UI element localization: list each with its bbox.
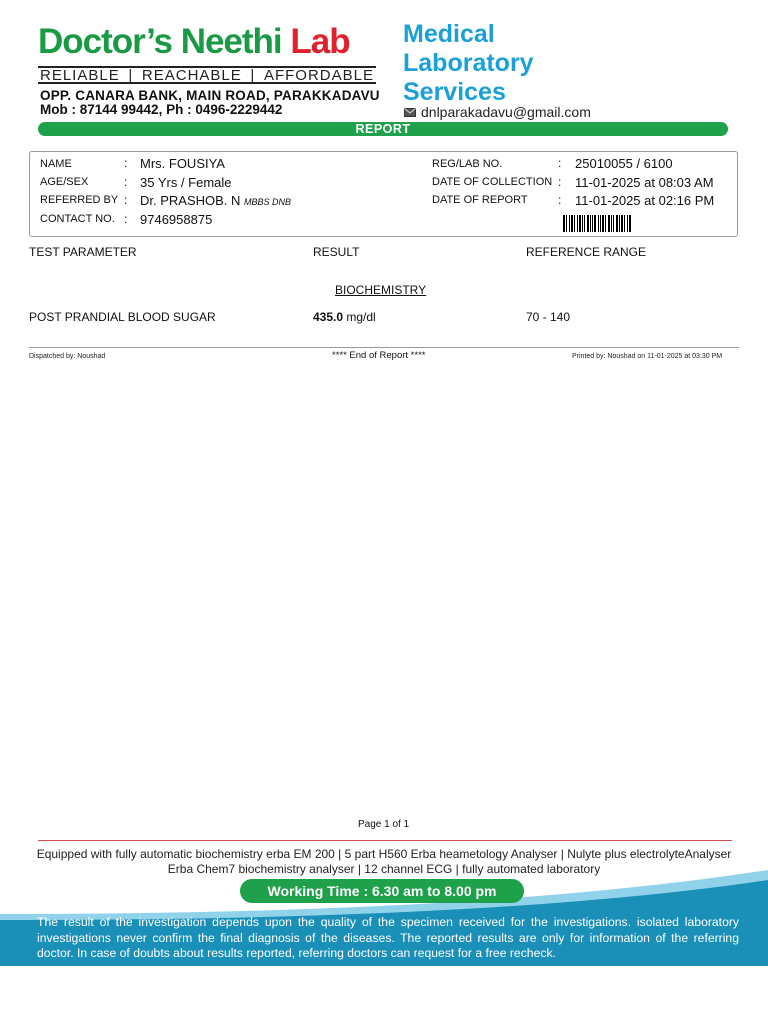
section-heading: BIOCHEMISTRY: [335, 283, 427, 297]
services-title: [403, 20, 534, 107]
tagline: [38, 66, 376, 84]
lab-contact: Mob : 87144 99442, Ph : 0496-2229442: [40, 102, 283, 117]
colon: :: [124, 193, 128, 207]
collection-value: 11-01-2025 at 08:03 AM: [575, 175, 714, 190]
tagline-reachable: REACHABLE: [141, 66, 242, 84]
lab-name-main: Doctor’s Neethi: [38, 22, 291, 61]
contact-value: 9746958875: [140, 212, 213, 227]
tagline-sep: |: [128, 66, 134, 84]
email-address[interactable]: dnlparakadavu@gmail.com: [421, 104, 591, 120]
colon: :: [124, 175, 128, 189]
tagline-sep: |: [250, 66, 256, 84]
test-result: [313, 310, 376, 324]
disclaimer-text: The result of the investigation depends upon the quality of the specimen received for the investigations. isolated laboratory investigations never confirm the final diagnosis of the diseases. The reported results are only for information of the referring doctor. In case of doubts about results reported, referring doctors can request for a free recheck.: [37, 915, 739, 960]
result-value: 435.0: [313, 310, 344, 324]
services-line: Medical: [403, 20, 495, 48]
barcode: [563, 215, 631, 232]
email-row: [404, 104, 591, 120]
equipment-line-1: Equipped with fully automatic biochemistry erba EM 200 | 5 part H560 Erba heametology Analyser | Nulyte plus electrolyteAnalyser: [36, 847, 732, 861]
reg-label: REG/LAB NO.: [432, 158, 503, 170]
report-date-label: DATE OF REPORT: [432, 194, 528, 206]
tagline-affordable: AFFORDABLE: [263, 66, 374, 84]
services-line: Laboratory: [403, 49, 534, 77]
printed-by: Printed by: Noushad on 11-01-2025 at 03:30 PM: [572, 353, 723, 360]
dispatched-by: Dispatched by: Noushad: [29, 353, 106, 360]
test-parameter: POST PRANDIAL BLOOD SUGAR: [29, 310, 216, 324]
equipment-line-2: Erba Chem7 biochemistry analyser | 12 channel ECG | fully automated laboratory: [167, 862, 601, 876]
colon: :: [124, 156, 128, 170]
report-date-value: 11-01-2025 at 02:16 PM: [575, 193, 715, 208]
lab-name: [38, 24, 350, 59]
page-number: Page 1 of 1: [358, 819, 410, 830]
referring-doctor: [140, 193, 291, 208]
col-header-range: REFERENCE RANGE: [526, 245, 647, 259]
test-reference-range: 70 - 140: [526, 310, 571, 324]
col-header-result: RESULT: [313, 245, 360, 259]
lab-name-lab: Lab: [290, 22, 350, 61]
name-label: NAME: [40, 158, 72, 170]
collection-label: DATE OF COLLECTION: [432, 176, 553, 188]
working-time-badge: Working Time : 6.30 am to 8.00 pm: [240, 879, 524, 903]
report-banner: REPORT: [38, 122, 728, 136]
referred-by-label: REFERRED BY: [40, 194, 119, 206]
doctor-name: Dr. PRASHOB. N: [140, 193, 241, 208]
divider: [29, 347, 739, 348]
colon: :: [558, 175, 562, 189]
colon: :: [124, 212, 128, 226]
lab-address: OPP. CANARA BANK, MAIN ROAD, PARAKKADAVU: [40, 88, 380, 103]
footer-divider: [38, 840, 732, 841]
email-icon: [404, 108, 416, 117]
services-line: Services: [403, 78, 506, 106]
reg-value: 25010055 / 6100: [575, 156, 673, 171]
end-of-report: **** End of Report ****: [332, 350, 426, 361]
result-unit: mg/dl: [346, 310, 376, 324]
doctor-qualification: MBBS DNB: [244, 197, 292, 207]
colon: :: [558, 193, 562, 207]
colon: :: [558, 156, 562, 170]
age-sex-label: AGE/SEX: [40, 176, 89, 188]
contact-label: CONTACT NO.: [40, 213, 115, 225]
col-header-test: TEST PARAMETER: [29, 245, 137, 259]
age-sex-value: 35 Yrs / Female: [140, 175, 232, 190]
patient-name: Mrs. FOUSIYA: [140, 156, 225, 171]
tagline-reliable: RELIABLE: [40, 66, 120, 84]
